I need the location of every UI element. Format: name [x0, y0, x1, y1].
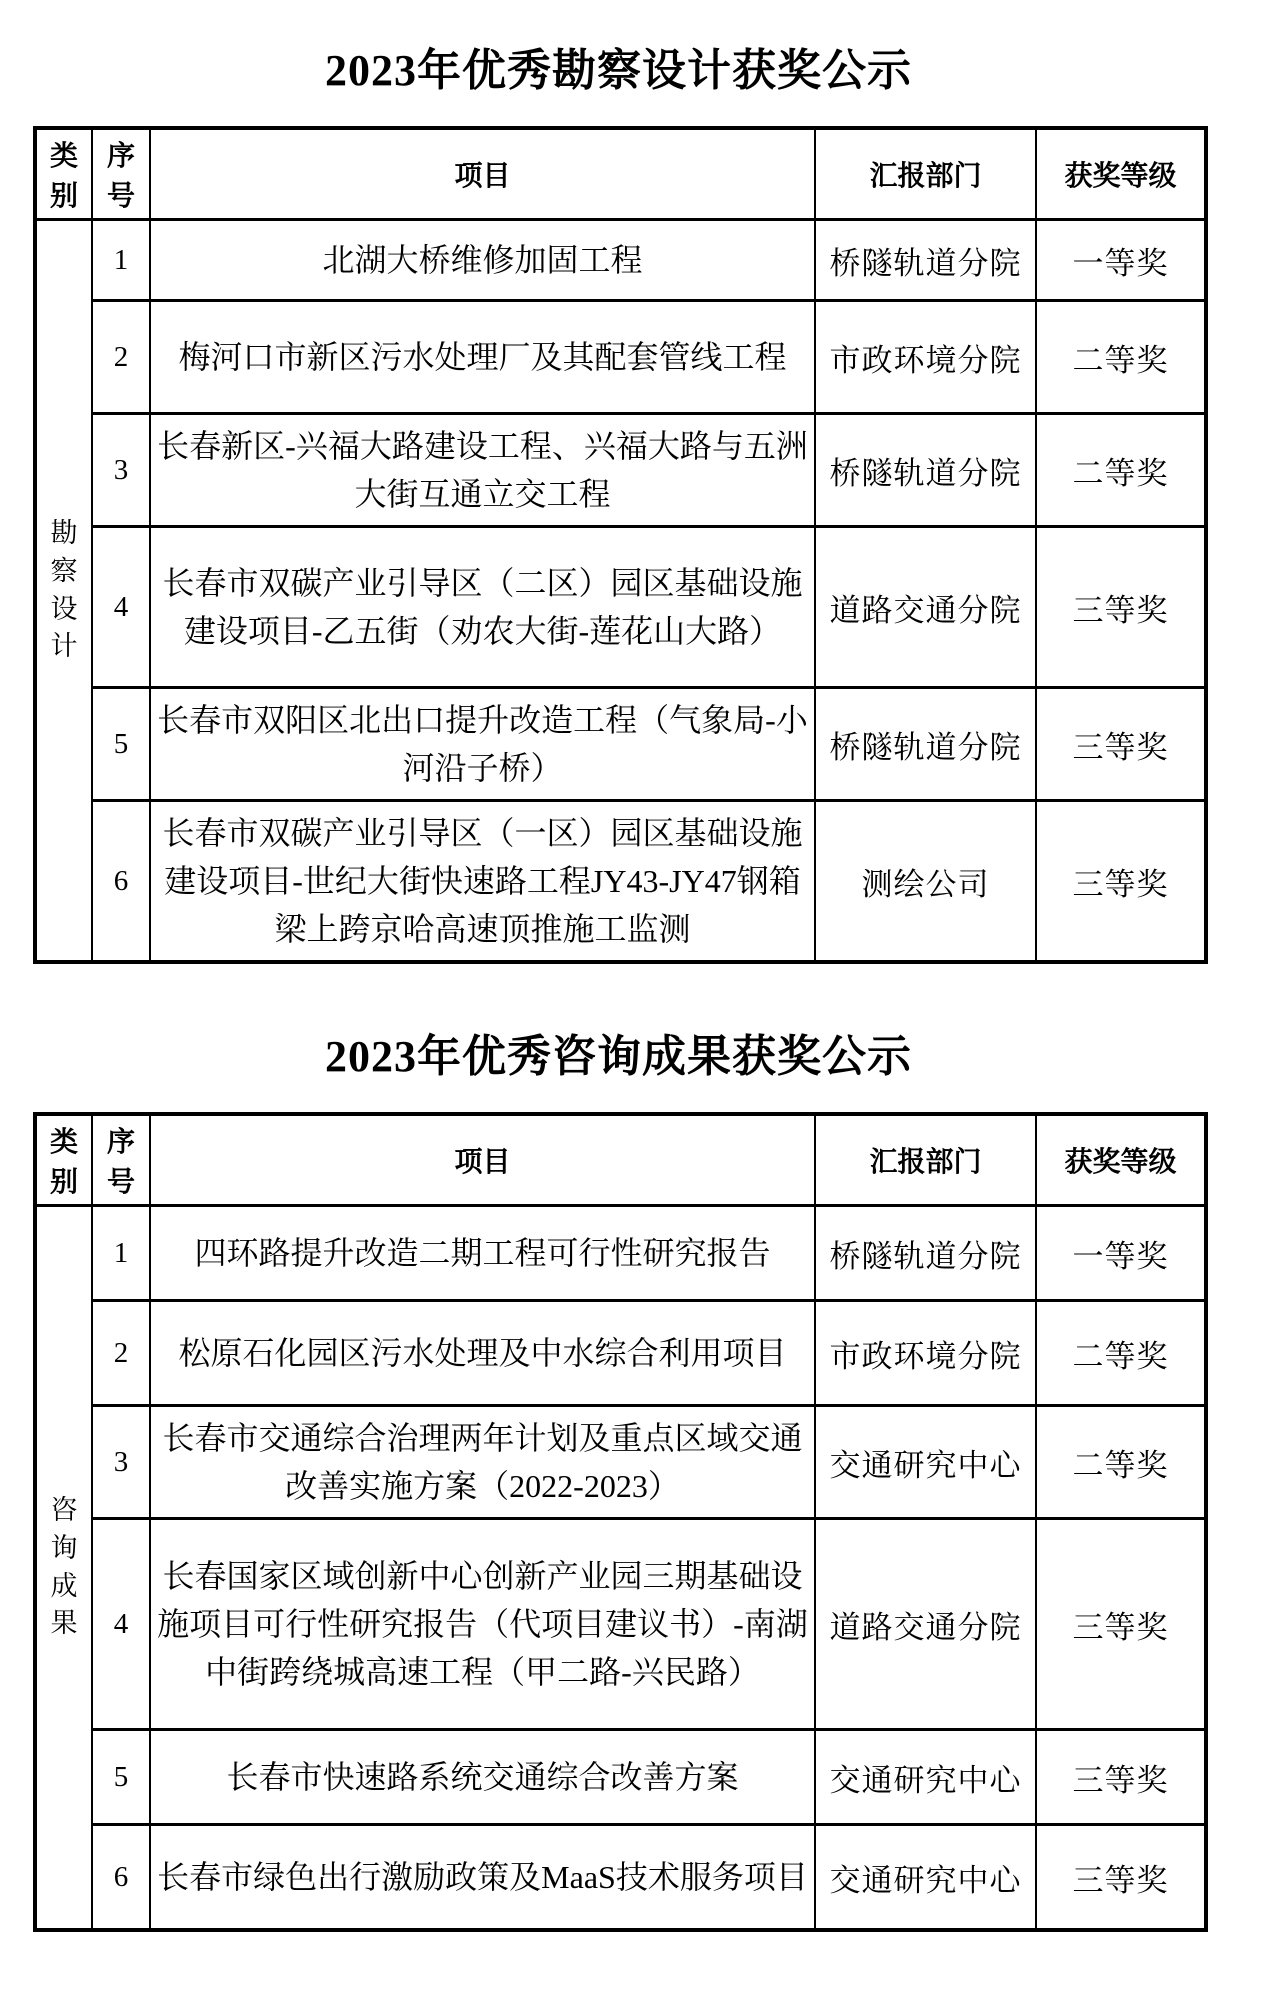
department-cell: 桥隧轨道分院 — [815, 1206, 1036, 1301]
award-cell: 二等奖 — [1036, 1406, 1206, 1519]
row-index: 4 — [92, 527, 150, 688]
row-index: 4 — [92, 1519, 150, 1730]
department-cell: 测绘公司 — [815, 801, 1036, 963]
table-row — [35, 414, 1206, 527]
table-row — [35, 1519, 1206, 1730]
header-index: 序号 — [92, 128, 150, 220]
row-index: 3 — [92, 1406, 150, 1519]
header-index: 序号 — [92, 1114, 150, 1206]
department-cell: 交通研究中心 — [815, 1825, 1036, 1931]
header-department: 汇报部门 — [815, 128, 1036, 220]
project-cell: 梅河口市新区污水处理厂及其配套管线工程 — [150, 301, 815, 414]
row-index: 1 — [92, 1206, 150, 1301]
category-cell: 勘察设计 — [35, 220, 92, 963]
survey-design-title: 2023年优秀勘察设计获奖公示 — [325, 46, 912, 95]
header-category: 类别 — [35, 1114, 92, 1206]
header-project: 项目 — [150, 1114, 815, 1206]
project-cell: 长春市双碳产业引导区（二区）园区基础设施建设项目-乙五街（劝农大街-莲花山大路） — [150, 527, 815, 688]
table-row — [35, 688, 1206, 801]
award-cell: 三等奖 — [1036, 688, 1206, 801]
award-cell: 二等奖 — [1036, 1301, 1206, 1406]
header-department: 汇报部门 — [815, 1114, 1036, 1206]
project-cell: 长春市双碳产业引导区（一区）园区基础设施建设项目-世纪大街快速路工程JY43-JY47钢箱梁上跨京哈高速顶推施工监测 — [150, 801, 815, 963]
row-index: 5 — [92, 688, 150, 801]
table-row — [35, 220, 1206, 301]
project-cell: 长春新区-兴福大路建设工程、兴福大路与五洲大街互通立交工程 — [150, 414, 815, 527]
department-cell: 交通研究中心 — [815, 1730, 1036, 1825]
table-row — [35, 1406, 1206, 1519]
table-row — [35, 801, 1206, 963]
header-award: 获奖等级 — [1036, 128, 1206, 220]
header-project: 项目 — [150, 128, 815, 220]
category-cell: 咨询成果 — [35, 1206, 92, 1931]
department-cell: 道路交通分院 — [815, 527, 1036, 688]
department-cell: 市政环境分院 — [815, 301, 1036, 414]
department-cell: 市政环境分院 — [815, 1301, 1036, 1406]
award-cell: 三等奖 — [1036, 527, 1206, 688]
department-cell: 桥隧轨道分院 — [815, 688, 1036, 801]
award-cell: 三等奖 — [1036, 1825, 1206, 1931]
award-cell: 一等奖 — [1036, 1206, 1206, 1301]
project-cell: 北湖大桥维修加固工程 — [150, 220, 815, 301]
project-cell: 长春国家区域创新中心创新产业园三期基础设施项目可行性研究报告（代项目建议书）-南湖中街跨绕城高速工程（甲二路-兴民路） — [150, 1519, 815, 1730]
award-cell: 三等奖 — [1036, 1519, 1206, 1730]
table-row — [35, 1301, 1206, 1406]
header-category: 类别 — [35, 128, 92, 220]
project-cell: 松原石化园区污水处理及中水综合利用项目 — [150, 1301, 815, 1406]
row-index: 6 — [92, 1825, 150, 1931]
project-cell: 长春市双阳区北出口提升改造工程（气象局-小河沿子桥） — [150, 688, 815, 801]
row-index: 2 — [92, 301, 150, 414]
table-row — [35, 1825, 1206, 1931]
row-index: 2 — [92, 1301, 150, 1406]
award-cell: 二等奖 — [1036, 301, 1206, 414]
department-cell: 道路交通分院 — [815, 1519, 1036, 1730]
project-cell: 长春市绿色出行激励政策及MaaS技术服务项目 — [150, 1825, 815, 1931]
department-cell: 桥隧轨道分院 — [815, 220, 1036, 301]
row-index: 3 — [92, 414, 150, 527]
project-cell: 长春市快速路系统交通综合改善方案 — [150, 1730, 815, 1825]
project-cell: 长春市交通综合治理两年计划及重点区域交通改善实施方案（2022-2023） — [150, 1406, 815, 1519]
department-cell: 桥隧轨道分院 — [815, 414, 1036, 527]
consulting-results-award-table — [33, 1112, 1208, 1932]
header-award: 获奖等级 — [1036, 1114, 1206, 1206]
table-row — [35, 1730, 1206, 1825]
table-row — [35, 527, 1206, 688]
award-cell: 一等奖 — [1036, 220, 1206, 301]
table-header-row — [35, 1114, 1206, 1206]
consulting-results-title: 2023年优秀咨询成果获奖公示 — [325, 1032, 912, 1081]
department-cell: 交通研究中心 — [815, 1406, 1036, 1519]
table-row — [35, 1206, 1206, 1301]
project-cell: 四环路提升改造二期工程可行性研究报告 — [150, 1206, 815, 1301]
row-index: 1 — [92, 220, 150, 301]
survey-design-award-table — [33, 126, 1208, 964]
award-cell: 三等奖 — [1036, 801, 1206, 963]
award-cell: 三等奖 — [1036, 1730, 1206, 1825]
table-header-row — [35, 128, 1206, 220]
row-index: 5 — [92, 1730, 150, 1825]
row-index: 6 — [92, 801, 150, 963]
table-row — [35, 301, 1206, 414]
award-cell: 二等奖 — [1036, 414, 1206, 527]
